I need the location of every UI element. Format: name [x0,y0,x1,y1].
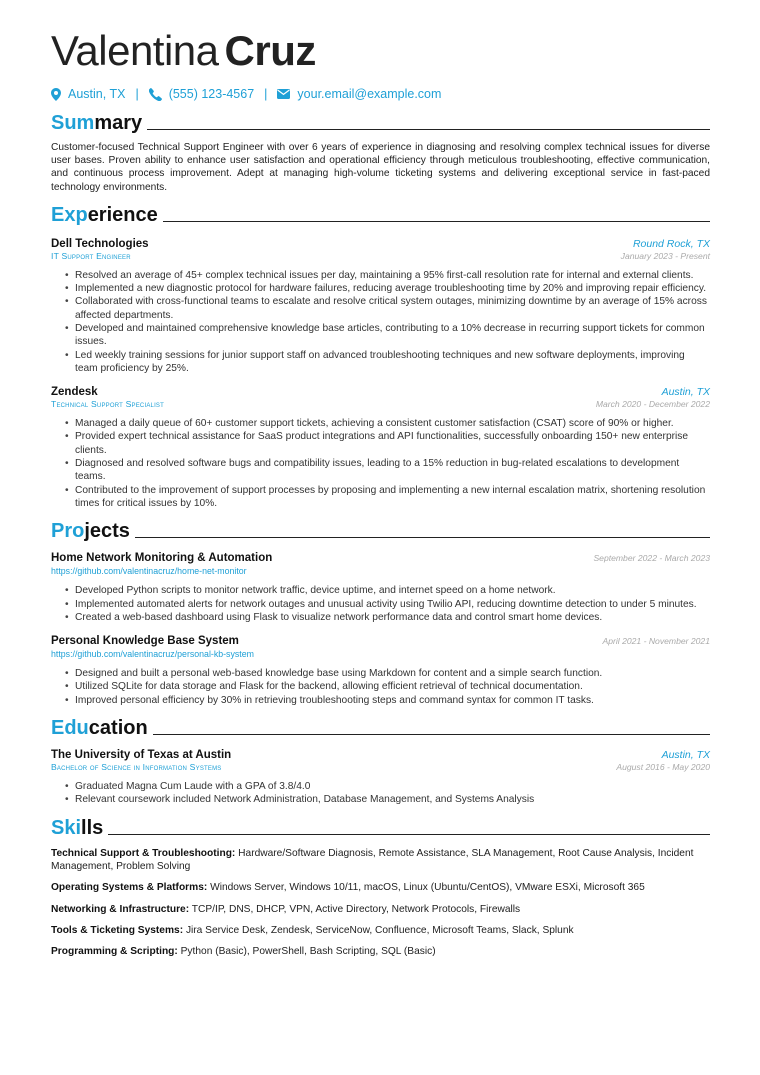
candidate-name [51,28,710,74]
summary-text: Customer-focused Technical Support Engineer with over 6 years of experience in diagnosing and resolving complex technical issues for diverse user bases. Proven ability to enhance user satisfaction and operational efficiency through meticulous troubleshooting, effective communication, and continuous process improvement. Adept at managing high-volume ticketing systems and delivering exceptional service in fast-paced technology environments. [51,142,710,193]
list-item: • Provided expert technical assistance for SaaS product integrations and API functionalities, successfully onboarding 150+ new enterprise clients. [75,430,710,457]
phone-text: (555) 123-4567 [168,87,255,101]
section-rule [153,734,710,735]
project-name: Personal Knowledge Base System [51,635,239,648]
summary-title-rest: mary [94,112,143,134]
resume-page [51,28,710,966]
job-dates: March 2020 - December 2022 [595,399,710,410]
project-entry [51,635,710,707]
list-item: • Developed and maintained comprehensive knowledge base articles, contributing to a 10% decrease in recurring support tickets for common issues. [75,322,710,349]
skill-label: Networking & Infrastructure: [51,903,190,915]
education-title [51,717,148,739]
skill-row [51,924,710,937]
skill-value: Hardware/Software Diagnosis, Remote Assistance, SLA Management, Root Cause Analysis, Incident Management, Problem Solving [51,847,694,872]
skills-title-accent: Ski [51,816,82,839]
projects-title [51,520,130,542]
project-bullets [51,667,710,707]
job-bullets [51,417,710,510]
skill-row [51,847,710,874]
job-role: IT Support Engineer [51,250,131,261]
project-bullets [51,584,710,624]
skill-row [51,903,710,916]
list-item: • Collaborated with cross-functional teams to escalate and resolve critical system outages, minimizing downtime by an average of 15% across affected departments. [75,295,710,322]
skill-label: Tools & Ticketing Systems: [51,924,184,936]
company-name: Dell Technologies [51,237,149,250]
summary-title-accent: Sum [51,112,95,134]
projects-title-accent: Pro [51,520,85,543]
contact-location [51,87,125,101]
location-text: Austin, TX [68,87,126,101]
school-location: Austin, TX [661,749,710,762]
summary-title [51,112,142,134]
projects-title-rest: jects [84,520,130,543]
skills-title [51,817,103,839]
experience-title [51,204,158,226]
list-item: • Graduated Magna Cum Laude with a GPA of 3.8/4.0 [75,780,710,793]
school-name: The University of Texas at Austin [51,749,232,762]
section-rule [108,834,710,835]
job-role: Technical Support Specialist [51,399,164,410]
list-item: • Utilized SQLite for data storage and Flask for the backend, allowing efficient retrieval of technical documentation. [75,680,710,693]
education-bullets [51,780,710,807]
project-dates: September 2022 - March 2023 [593,553,710,564]
contact-separator: | [264,87,268,101]
map-marker-icon [51,88,61,101]
first-name: Valentina [51,27,219,74]
contact-separator: | [135,87,139,101]
skill-label: Operating Systems & Platforms: [51,882,208,894]
project-link[interactable]: https://github.com/valentinacruz/home-net-monitor [51,566,247,577]
last-name: Cruz [224,27,316,74]
skills-list [51,847,710,959]
section-rule [163,221,710,222]
project-link[interactable]: https://github.com/valentinacruz/personal-kb-system [51,649,254,660]
skill-value: Windows Server, Windows 10/11, macOS, Linux (Ubuntu/CentOS), VMware ESXi, Microsoft 365 [210,882,645,894]
list-item: • Implemented a new diagnostic protocol for hardware failures, reducing average troubleshooting time by 20% and improving repair efficiency. [75,282,710,295]
list-item: • Developed Python scripts to monitor network traffic, device uptime, and internet speed on a home network. [75,584,710,597]
skills-heading [51,815,710,839]
email-text: your.email@example.com [297,87,442,101]
company-name: Zendesk [51,386,98,399]
list-item: • Contributed to the improvement of support processes by proposing and implementing a new internal escalation matrix, shortening resolution times for critical issues by 10%. [75,484,710,511]
list-item: • Resolved an average of 45+ complex technical issues per day, maintaining a 95% first-call resolution rate for internal and external clients. [75,269,710,282]
list-item: • Managed a daily queue of 60+ customer support tickets, achieving a consistent customer satisfaction (CSAT) score of 90% or higher. [75,417,710,430]
contact-phone[interactable] [149,87,254,101]
projects-heading [51,518,710,542]
education-title-accent: Edu [51,717,89,740]
skill-label: Programming & Scripting: [51,946,178,958]
contact-bar [51,86,710,102]
section-rule [147,129,710,130]
experience-heading [51,202,710,226]
job-location: Austin, TX [661,386,710,399]
summary-heading [51,110,710,134]
list-item: • Led weekly training sessions for junior support staff on advanced troubleshooting techniques and new software deployments, improving team proficiency by 25%. [75,349,710,376]
skill-row [51,945,710,958]
envelope-icon [277,89,290,99]
education-dates: August 2016 - May 2020 [616,762,710,773]
list-item: • Created a web-based dashboard using Flask to visualize network performance data and control smart home devices. [75,611,710,624]
education-entry [51,749,710,807]
skill-value: Python (Basic), PowerShell, Bash Scripting, SQL (Basic) [180,946,436,958]
experience-title-rest: erience [87,203,158,226]
skill-value: Jira Service Desk, Zendesk, ServiceNow, Confluence, Microsoft Teams, Slack, Splunk [185,924,574,936]
skill-value: TCP/IP, DNS, DHCP, VPN, Active Directory, Network Protocols, Firewalls [191,903,521,915]
project-dates: April 2021 - November 2021 [602,636,710,647]
phone-icon [149,88,162,101]
job-bullets [51,269,710,375]
project-name: Home Network Monitoring & Automation [51,552,273,565]
section-rule [135,537,710,538]
job-location: Round Rock, TX [632,237,710,250]
project-entry [51,552,710,624]
education-title-rest: cation [88,717,148,740]
list-item: • Improved personal efficiency by 30% in retrieving troubleshooting steps and command syntax for common IT tasks. [75,694,710,707]
job-entry [51,386,710,510]
job-entry [51,238,710,375]
skill-row [51,881,710,894]
degree: Bachelor of Science in Information Systems [51,762,222,773]
experience-title-accent: Exp [51,203,88,226]
skill-label: Technical Support & Troubleshooting: [51,847,236,859]
contact-email[interactable] [277,87,441,101]
list-item: • Implemented automated alerts for network outages and unusual activity using Twilio API, reducing downtime detection to under 5 minutes. [75,598,710,611]
list-item: • Relevant coursework included Network Administration, Database Management, and Systems Analysis [75,793,710,806]
skills-title-rest: lls [81,816,104,839]
education-heading [51,715,710,739]
list-item: • Designed and built a personal web-based knowledge base using Markdown for content and a simple search function. [75,667,710,680]
list-item: • Diagnosed and resolved software bugs and compatibility issues, leading to a 15% reduction in bug-related escalations to development teams. [75,457,710,484]
job-dates: January 2023 - Present [620,250,710,261]
